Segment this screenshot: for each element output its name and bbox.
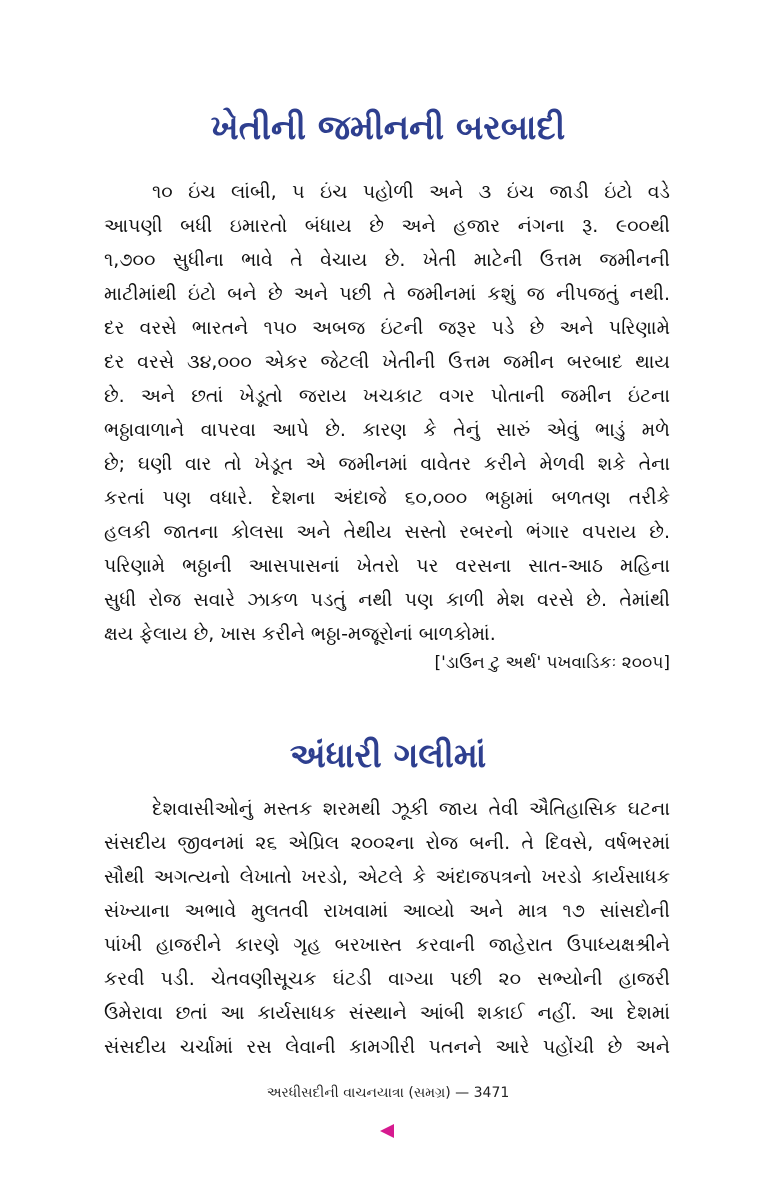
paragraph-line: માટીમાંથી ઇંટો બને છે અને પછી તે જમીનમાં કશું જ નીપજતું નથી.	[104, 283, 670, 305]
paragraph-line: છે; ઘણી વાર તો ખેડૂત એ જમીનમાં વાવેતર કરીને મેળવી શકે તેના	[104, 453, 670, 475]
paragraph-line: પરિણામે ભઠ્ઠાની આસપાસનાં ખેતરો પર વરસના સાત-આઠ મહિના	[104, 555, 670, 577]
paragraph-line: ૧,૭૦૦ સુધીના ભાવે તે વેચાય છે. ખેતી માટેની ઉત્તમ જમીનની	[104, 249, 670, 271]
paragraph-line: કરતાં પણ વધારે. દેશના અંદાજે ૬૦,૦૦૦ ભઠ્ઠામાં બળતણ તરીકે	[104, 487, 670, 509]
paragraph-line: પાંખી હાજરીને કારણે ગૃહ બરખાસ્ત કરવાની જાહેરાત ઉપાધ્યક્ષશ્રીને	[104, 934, 670, 956]
paragraph-line: દર વરસે ભારતને ૧૫૦ અબજ ઇંટની જરૂર પડે છે અને પરિણામે	[104, 317, 670, 339]
triangle-left-icon[interactable]	[380, 1124, 394, 1138]
page-footer: અરધીસદીની વાચનયાત્રા (સમગ્ર) — 3471	[266, 1085, 510, 1101]
paragraph-line: ક્ષય ફેલાય છે, ખાસ કરીને ભઠ્ઠા-મજૂરોનાં બાળકોમાં.	[104, 623, 496, 645]
paragraph-line: સુધી રોજ સવારે ઝાકળ પડતું નથી પણ કાળી મેશ વરસે છે. તેમાંથી	[104, 589, 670, 611]
source-citation: ['ડાઉન ટુ અર્થ' પખવાડિકઃ ૨૦૦૫]	[434, 653, 670, 673]
paragraph-line: છે. અને છતાં ખેડૂતો જરાય ખચકાટ વગર પોતાની જમીન ઇંટના	[104, 385, 670, 407]
paragraph-line: ભઠ્ઠાવાળાને વાપરવા આપે છે. કારણ કે તેનું સારું એવું ભાડું મળે	[104, 419, 670, 441]
paragraph-line: સંસદીય જીવનમાં ૨૬ એપ્રિલ ૨૦૦૨ના રોજ બની. તે દિવસે, વર્ષભરમાં	[104, 832, 670, 854]
paragraph-line: સંખ્યાના અભાવે મુલતવી રાખવામાં આવ્યો અને માત્ર ૧૭ સાંસદોની	[104, 900, 670, 922]
paragraph-line: સૌથી અગત્યનો લેખાતો ખરડો, એટલે કે અંદાજપત્રનો ખરડો કાર્યસાધક	[104, 866, 670, 888]
paragraph-line: દર વરસે ૩૪,૦૦૦ એકર જેટલી ખેતીની ઉત્તમ જમીન બરબાદ થાય	[104, 351, 670, 373]
paragraph-line: દેશવાસીઓનું મસ્તક શરમથી ઝૂકી જાય તેવી ઐતિહાસિક ઘટના	[152, 798, 670, 820]
article-body-farmland	[104, 175, 670, 651]
paragraph-line: આપણી બધી ઇમારતો બંધાય છે અને હજાર નંગના રૂ. ૯૦૦થી	[104, 215, 670, 237]
paragraph-line: હલકી જાતના કોલસા અને તેથીય સસ્તો રબરનો ભંગાર વપરાય છે.	[104, 521, 670, 543]
paragraph-line: ઉમેરાવા છતાં આ કાર્યસાધક સંસ્થાને આંબી શકાઈ નહીં. આ દેશમાં	[104, 1002, 670, 1024]
article-title-dark-alley: અંધારી ગલીમાં	[289, 736, 487, 776]
paragraph-line: કરવી પડી. ચેતવણીસૂચક ઘંટડી વાગ્યા પછી ૨૦ સભ્યોની હાજરી	[104, 968, 670, 990]
article-title-farmland: ખેતીની જમીનની બરબાદી	[210, 108, 566, 148]
article-body-dark-alley	[104, 792, 670, 1064]
paragraph-line: સંસદીય ચર્ચામાં રસ લેવાની કામગીરી પતનને આરે પહોંચી છે અને	[104, 1036, 670, 1058]
paragraph-line: ૧૦ ઇંચ લાંબી, ૫ ઇંચ પહોળી અને ૩ ઇંચ જાડી ઇંટો વડે	[152, 181, 670, 203]
